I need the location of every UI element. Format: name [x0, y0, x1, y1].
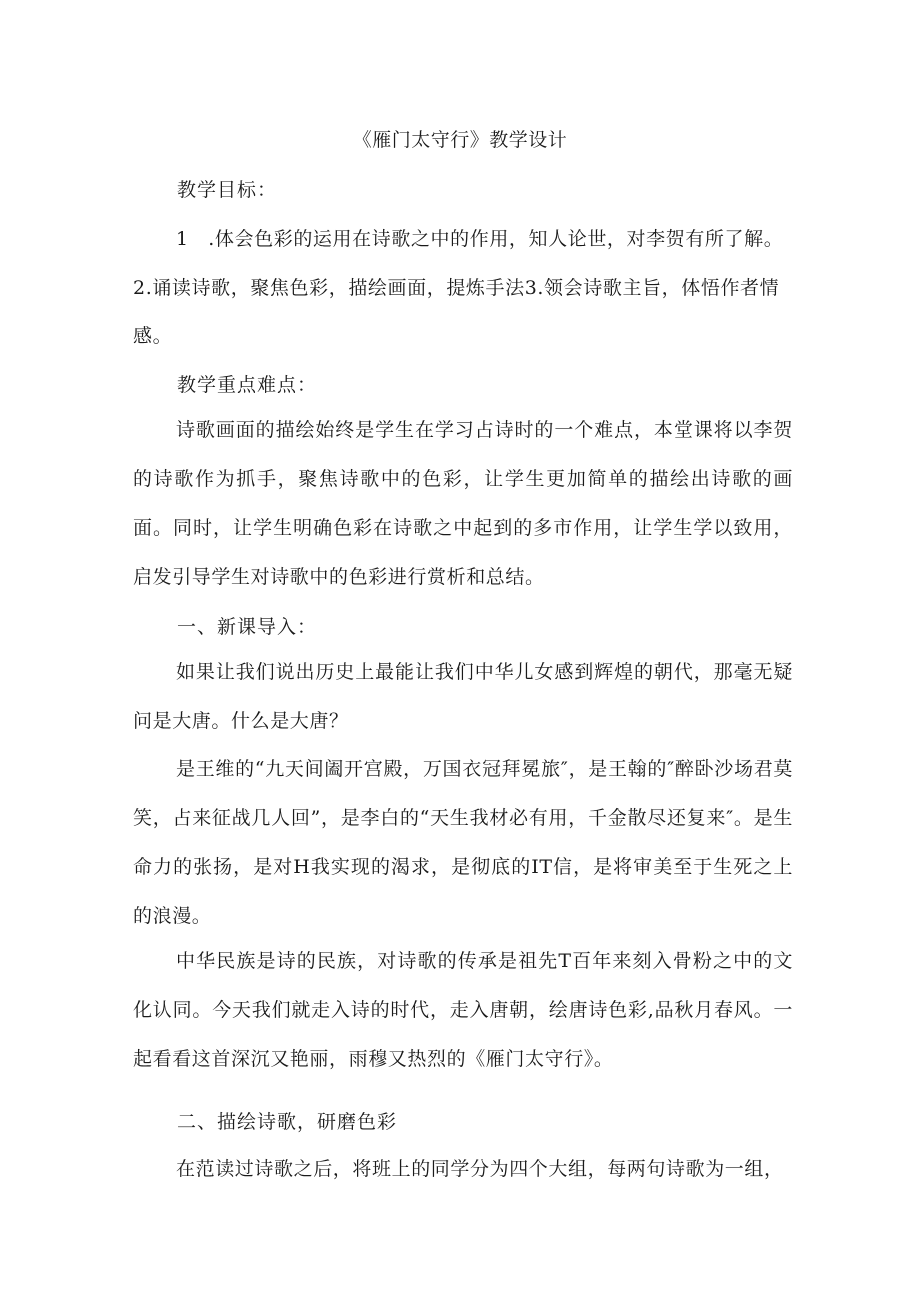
document-title: 《雁门太守行》教学设计	[352, 129, 568, 151]
keypoints-heading: 教学重点难点：	[177, 374, 318, 396]
objective-line-1: 1 .体会色彩的运用在诗歌之中的作用，知人论世，对李贺有所了解。	[176, 228, 784, 250]
objective-line-2: 2.诵读诗歌，聚焦色彩，描绘画面，提炼手法3.领会诗歌主旨，体悟作者情	[133, 277, 780, 299]
section-2-heading: 二、描绘诗歌，研磨色彩	[177, 1111, 398, 1133]
section-2-paragraph-1: 在范读过诗歌之后，将班上的同学分为四个大组，每两句诗歌为一组，	[176, 1158, 784, 1180]
intro-paragraph-1: 如果让我们说出历史上最能让我们中华儿女感到辉煌的朝代，那毫无疑问是大唐。什么是大唐？	[133, 661, 793, 732]
objectives-heading: 教学目标：	[177, 179, 278, 201]
intro-paragraph-3: 中华民族是诗的民族，对诗歌的传承是祖先T百年来刻入骨粉之中的文化认同。今天我们就走入诗的时代，走入唐朝，绘唐诗色彩,品秋月春风。一起看看这首深沉又艳丽，雨穆又热烈的《雁门太守行》。	[133, 950, 793, 1070]
intro-paragraph-2: 是王维的“九天间阖开宫殿，万国衣冠拜冕旅″，是王翰的″醉卧沙场君莫笑，占来征战几人回”，是李白的“天生我材必有用，千金散尽还复来″。是生命力的张扬，是对H我实现的渴求，是彻底的IT信，是将审美至于生死之上的浪漫。	[133, 758, 793, 927]
intro-heading: 一、新课导入：	[177, 616, 318, 638]
objective-line-3: 感。	[133, 325, 173, 347]
keypoints-paragraph: 诗歌画面的描绘始终是学生在学习占诗时的一个难点，本堂课将以李贺的诗歌作为抓手，聚焦诗歌中的色彩，让学生更加简单的描绘出诗歌的画面。同时，让学生明确色彩在诗歌之中起到的多市作用，让学生学以致用，启发引导学生对诗歌中的色彩进行赏析和总结。	[133, 419, 793, 588]
